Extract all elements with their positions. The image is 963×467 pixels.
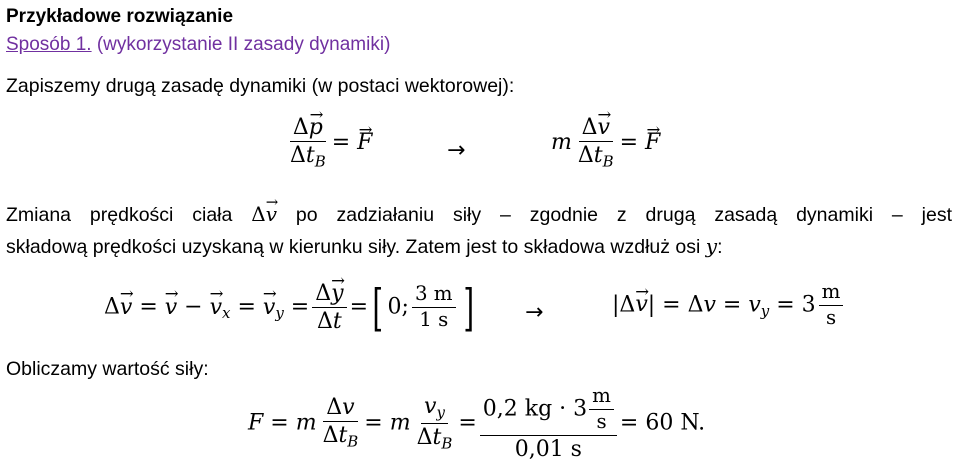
arrow-implies-2: → bbox=[525, 300, 544, 325]
fraction-numeric-force: 0,2 kg · 3 $\frac{m}{s}$ 0,01 s bbox=[480, 386, 617, 461]
fraction-dp-dt: $\frac{\Delta\to p}{\Delta t_B}$ bbox=[287, 116, 329, 170]
equation-momentum: $\frac{\Delta\to p}{\Delta t_B}$ = → F bbox=[284, 116, 372, 170]
force-result: = 60 N. bbox=[619, 410, 706, 436]
equation-velocity-components: Δ→ v = → v − → $v_x$ = → $v_y$ = $\frac{\Delta\to y}{\Delta t}$ =[ 0; $\frac{3 m}{1 s}$ ] bbox=[104, 282, 478, 333]
fraction-velocity-range: $\frac{3 m}{1 s}$ bbox=[412, 284, 456, 331]
fraction-vy-dt: $\frac{v_y}{\Delta t_B}$ bbox=[416, 393, 453, 453]
arrow-implies-1: → bbox=[447, 138, 466, 163]
fraction-unit-m-per-s: $\frac{m}{s}$ bbox=[819, 282, 844, 329]
method-description: (wykorzystanie II zasady dynamiki) bbox=[96, 34, 391, 55]
paragraph-velocity-change-line1: Zmiana prędkości ciała Δ→ v po zadziałaniu siły – zgodnie z drugą zasadą dynamiki – jest bbox=[6, 202, 952, 227]
paragraph-velocity-change-line2: składową prędkości uzyskaną w kierunku siły. Zatem jest to składowa wzdłuż osi y: bbox=[6, 234, 723, 258]
fraction-unit-m-s-inline: $\frac{m}{s}$ bbox=[589, 386, 614, 433]
fraction-dy-dt: $\frac{\Delta\to y}{\Delta t}$ bbox=[312, 282, 346, 333]
paragraph-force-calc: Obliczamy wartość siły: bbox=[6, 358, 209, 380]
equation-velocity-magnitude: $|\Delta\to v| = \Delta v = v_y = 3$ $\frac{m}{s}$ bbox=[612, 282, 846, 329]
equation-force-value: F = m $\frac{\Delta v}{\Delta t_B}$ = m $\frac{v_y}{\Delta t_B}$ = 0,2 kg · 3 $\frac{m}{s}$ 0,01 s = 60 N. bbox=[248, 384, 706, 462]
fraction-dv-dt-scalar: $\frac{\Delta v}{\Delta t_B}$ bbox=[322, 395, 359, 451]
method-link[interactable]: Sposób 1. bbox=[6, 34, 92, 55]
interval-bracket-left: [ bbox=[372, 278, 384, 337]
vector-p: → p bbox=[309, 116, 323, 139]
section-title: Przykładowe rozwiązanie bbox=[6, 6, 234, 27]
paragraph-intro: Zapiszemy drugą zasadę dynamiki (w postaci wektorowej): bbox=[6, 75, 515, 97]
interval-bracket-right: ] bbox=[462, 278, 474, 337]
vector-v: → v bbox=[597, 116, 609, 139]
method-subtitle bbox=[6, 34, 390, 56]
fraction-dv-dt: $\frac{\Delta\to v}{\Delta t_B}$ bbox=[575, 116, 617, 170]
equation-newton-second: m $\frac{\Delta\to v}{\Delta t_B}$ = → F bbox=[551, 116, 660, 170]
vector-F: → F bbox=[357, 130, 372, 155]
